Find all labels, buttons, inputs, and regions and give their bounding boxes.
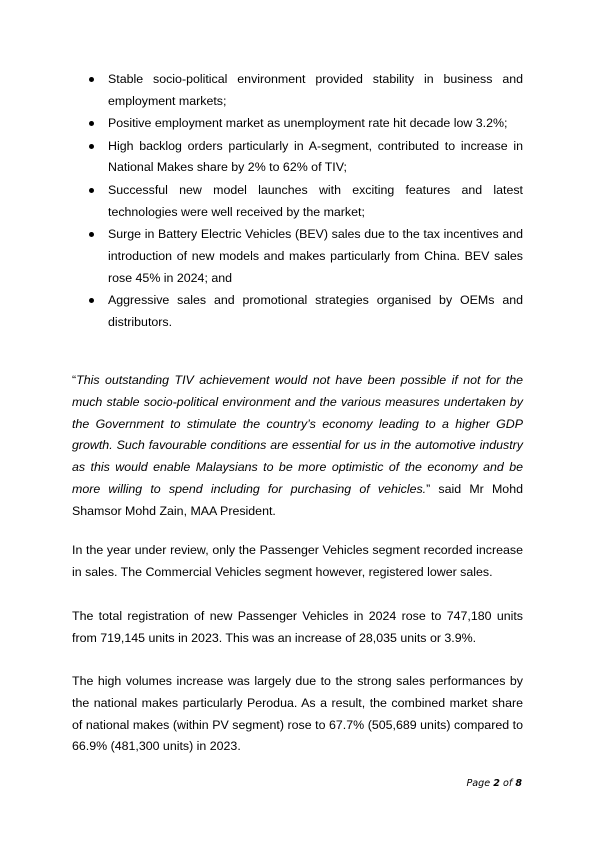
bullet-item bbox=[86, 290, 523, 334]
paragraph-pv-registration: The total registration of new Passenger Vehicles in 2024 rose to 747,180 units from 719,145 units in 2023. This was an increase of 28,035 units or 3.9%. bbox=[72, 609, 523, 645]
quote-attribution: ” said Mr Mohd Shamsor Mohd Zain, MAA President. bbox=[72, 481, 523, 518]
bullet-dot-icon bbox=[89, 232, 94, 237]
quote-open-mark: “ bbox=[72, 373, 77, 387]
bullet-item bbox=[86, 136, 523, 180]
footer-total-pages: 8 bbox=[515, 778, 522, 789]
bullet-text: Stable socio-political environment provided stability in business and employment markets; bbox=[108, 72, 523, 108]
bullet-dot-icon bbox=[89, 121, 94, 126]
footer-of-word: of bbox=[503, 778, 513, 789]
bullet-item bbox=[86, 224, 523, 289]
bullet-dot-icon bbox=[89, 144, 94, 149]
bullet-text: Positive employment market as unemployment rate hit decade low 3.2%; bbox=[108, 116, 508, 131]
paragraph-national-makes: The high volumes increase was largely due to the strong sales performances by the national makes particularly Perodua. As a result, the combined market share of national makes (within PV segment) rose to 67.7% (505,689 units) compared to 66.9% (481,300 units) in 2023. bbox=[72, 674, 523, 754]
page-number-footer bbox=[467, 778, 522, 789]
bullet-text: Aggressive sales and promotional strategies organised by OEMs and distributors. bbox=[108, 292, 523, 329]
footer-current-page: 2 bbox=[493, 778, 500, 789]
bullet-item bbox=[86, 113, 523, 135]
bullet-dot-icon bbox=[89, 77, 94, 82]
bullet-dot-icon bbox=[89, 298, 94, 303]
bullet-item bbox=[86, 180, 523, 224]
bullet-dot-icon bbox=[89, 188, 94, 193]
bullet-text: High backlog orders particularly in A-segment, contributed to increase in National Makes share by 2% to 62% of TIV; bbox=[108, 138, 523, 175]
bullet-list bbox=[86, 69, 523, 334]
footer-page-word: Page bbox=[466, 778, 491, 789]
bullet-text: Surge in Battery Electric Vehicles (BEV) sales due to the tax incentives and introduction of new models and makes particularly from China. BEV sales rose 45% in 2024; and bbox=[108, 226, 523, 285]
bullet-text: Successful new model launches with exciting features and latest technologies were well received by the market; bbox=[108, 182, 523, 219]
bullet-item bbox=[86, 69, 523, 113]
quote-text: This outstanding TIV achievement would not have been possible if not for the much stable socio-political environment and the various measures undertaken by the Government to stimulate the country’s economy leading to a higher GDP growth. Such favourable conditions are essential for us in the automotive industry as this would enable Malaysians to be more optimistic of the economy and be more willing to spend including for purchasing of vehicles. bbox=[72, 373, 523, 496]
paragraph-segment-sales: In the year under review, only the Passenger Vehicles segment recorded increase in sales. The Commercial Vehicles segment however, registered lower sales. bbox=[72, 543, 523, 579]
president-quote bbox=[72, 370, 523, 523]
